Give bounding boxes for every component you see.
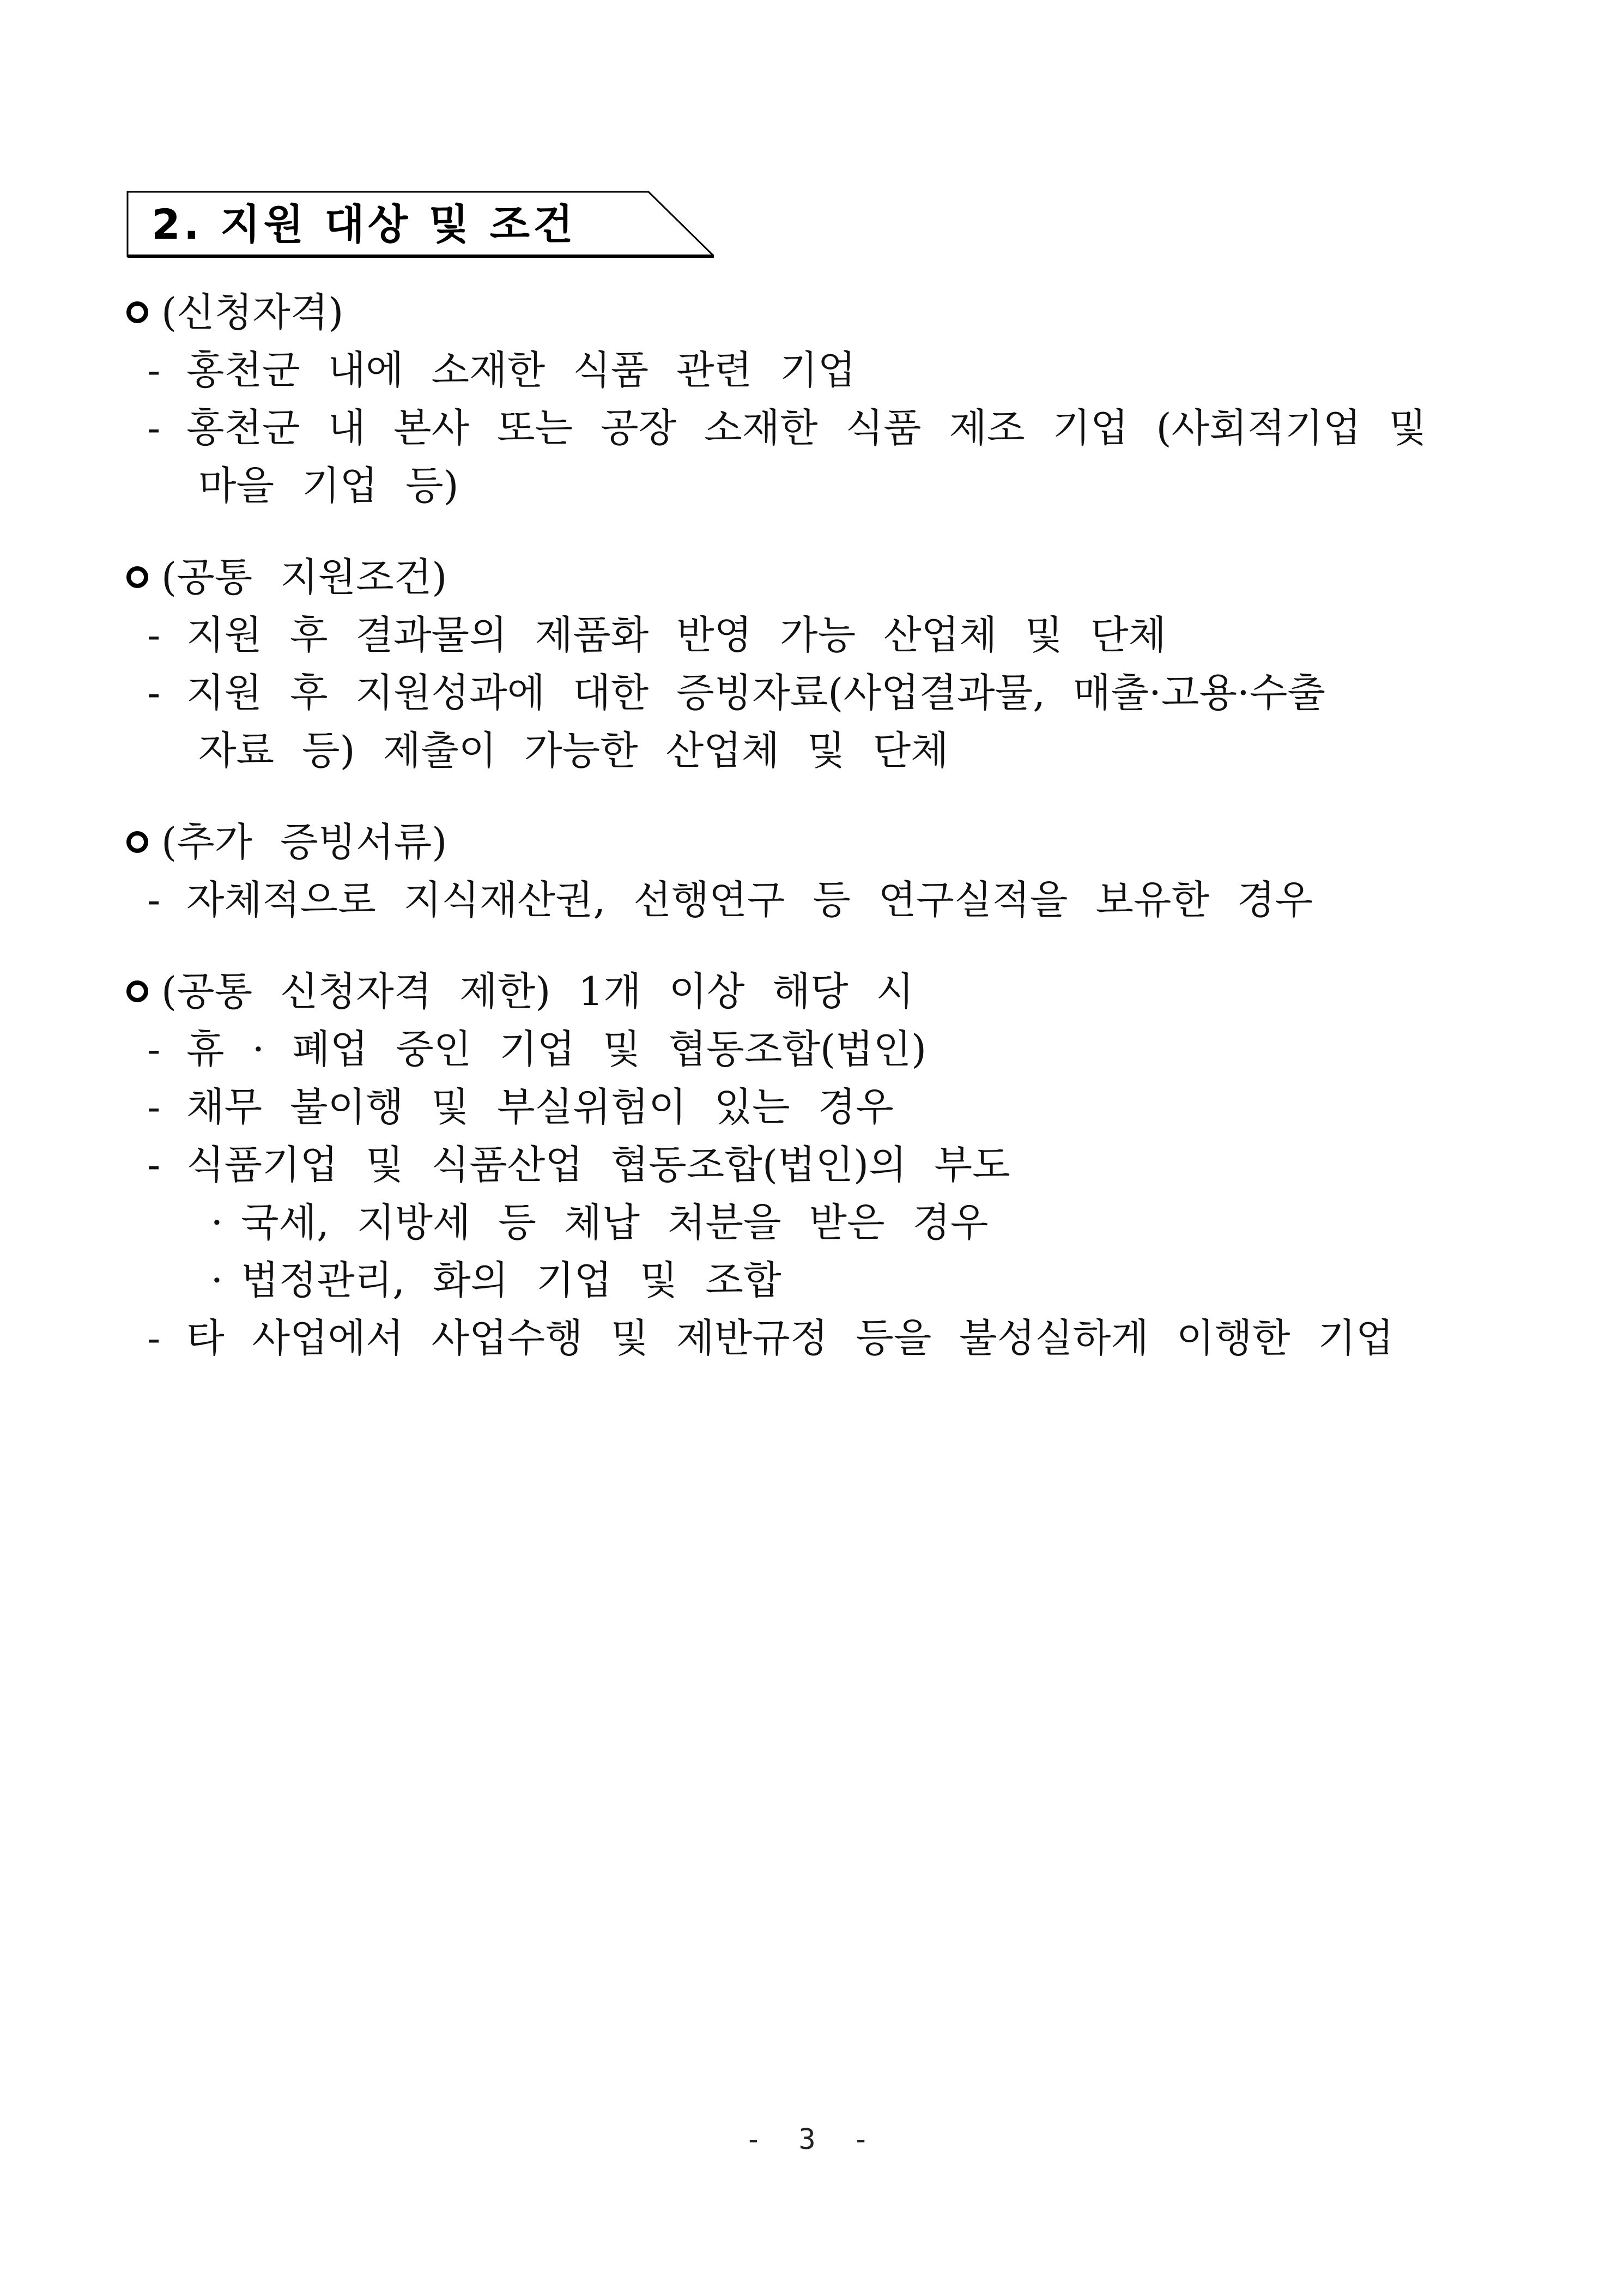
document-body [126,283,1451,1401]
list-item [126,871,1451,929]
item-text: 자료 등) 제출이 가능한 산업체 및 단체 [198,728,949,773]
list-item [126,1020,1451,1078]
item-marker: - [147,1142,161,1188]
circle-bullet-icon [126,301,148,323]
item-marker: - [147,1026,161,1072]
page-number: - 3 - [744,2123,880,2156]
group-heading-text: (공통 신청자격 제한) 1개 이상 해당 시 [161,968,914,1014]
group-heading-text: (추가 증빙서류) [161,819,447,865]
item-marker: - [147,405,161,451]
sub-list-item [126,1251,1451,1309]
list-item-continuation [126,457,1451,514]
item-text: 국세, 지방세 등 체납 처분을 받은 경우 [241,1200,989,1245]
item-marker: - [147,347,161,393]
item-marker: - [147,1315,161,1361]
item-marker: · [210,1200,223,1245]
item-marker: · [210,1257,223,1303]
section-header [126,191,715,258]
item-marker: - [147,670,161,716]
group-additional-documents [126,813,1451,929]
item-text: 자체적으로 지식재산권, 선행연구 등 연구실적을 보유한 경우 [186,877,1313,923]
list-item [126,1078,1451,1136]
item-text: 휴 · 폐업 중인 기업 및 협동조합(법인) [186,1026,927,1072]
item-marker: - [147,612,161,658]
group-common-conditions [126,548,1451,779]
item-marker: - [147,877,161,923]
item-text: 채무 불이행 및 부실위험이 있는 경우 [186,1084,894,1130]
group-heading [126,813,1451,871]
group-heading [126,962,1451,1020]
item-text: 법정관리, 화의 기업 및 조합 [241,1257,781,1303]
list-item [126,399,1451,457]
list-item [126,341,1451,399]
list-item [126,664,1451,722]
list-item [126,1136,1451,1194]
item-text: 타 사업에서 사업수행 및 제반규정 등을 불성실하게 이행한 기업 [186,1315,1394,1361]
item-text: 마을 기업 등) [198,463,459,508]
list-item [126,606,1451,664]
item-text: 홍천군 내에 소재한 식품 관련 기업 [186,347,856,393]
section-title: 2. 지원 대상 및 조건 [152,200,577,249]
item-text: 지원 후 지원성과에 대한 증빙자료(사업결과물, 매출·고용·수출 [186,670,1325,716]
group-restrictions [126,962,1451,1367]
item-text: 지원 후 결과물의 제품화 반영 가능 산업체 및 단체 [186,612,1167,658]
group-heading [126,283,1451,341]
group-eligibility [126,283,1451,514]
item-text: 홍천군 내 본사 또는 공장 소재한 식품 제조 기업 (사회적기업 및 [186,405,1427,451]
list-item-continuation [126,722,1451,779]
sub-list-item [126,1194,1451,1251]
circle-bullet-icon [126,980,148,1002]
circle-bullet-icon [126,566,148,588]
group-heading [126,548,1451,606]
list-item [126,1309,1451,1367]
item-marker: - [147,1084,161,1130]
group-heading-text: (공통 지원조건) [161,554,447,600]
item-text: 식품기업 및 식품산업 협동조합(법인)의 부도 [186,1142,1010,1188]
circle-bullet-icon [126,831,148,853]
group-heading-text: (신청자격) [161,289,344,335]
